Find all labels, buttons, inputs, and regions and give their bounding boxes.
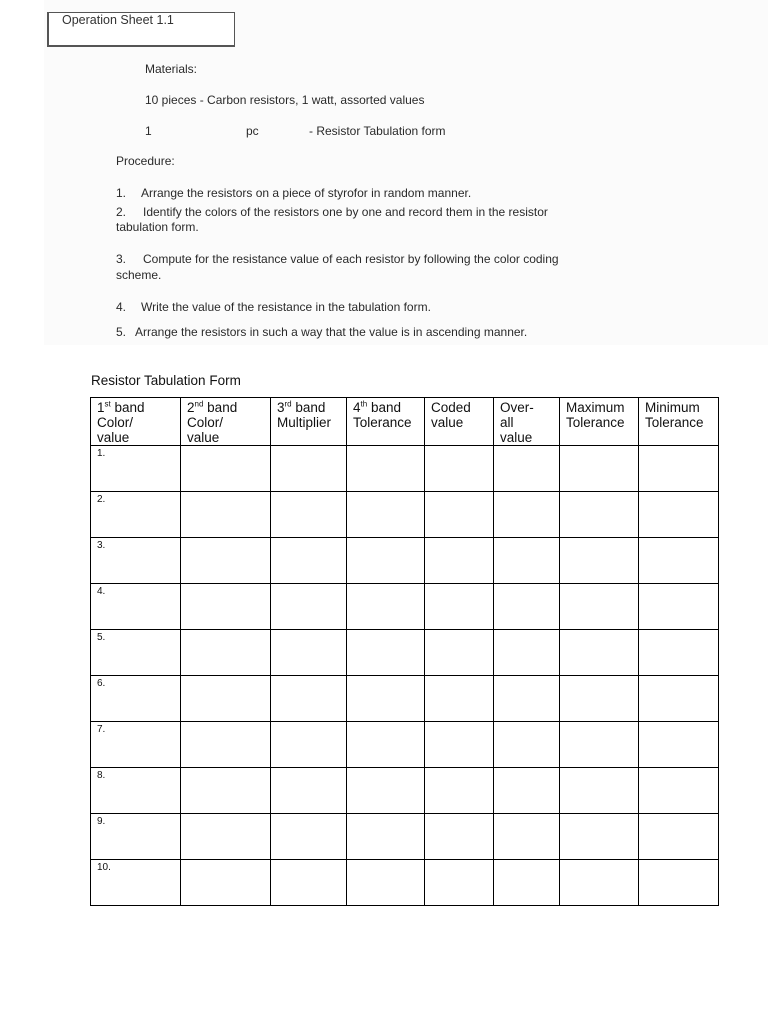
row-number: 3.: [97, 540, 106, 551]
table-cell: [347, 538, 425, 584]
materials-item-2-qty: 1: [145, 124, 152, 138]
table-cell: [560, 768, 639, 814]
step-2-cont: tabulation form.: [116, 220, 199, 234]
table-cell: [425, 446, 494, 492]
table-cell: [271, 538, 347, 584]
table-cell: [181, 768, 271, 814]
materials-item-2-unit: pc: [246, 124, 259, 138]
table-cell: [639, 446, 719, 492]
header-1st-band: 1st band Color/ value: [91, 398, 181, 446]
table-row: [91, 584, 719, 630]
step-3-num: 3.: [116, 252, 127, 266]
table-header-row: [91, 398, 719, 446]
procedure-heading: Procedure:: [116, 154, 175, 168]
row-number: 8.: [97, 770, 106, 781]
table-row: [91, 860, 719, 906]
table-cell: [271, 584, 347, 630]
table-cell: [425, 814, 494, 860]
step-2-text: Identify the colors of the resistors one by one and record them in the resistor: [143, 205, 548, 219]
table-cell: [560, 538, 639, 584]
header-3rd-band: 3rd band Multiplier: [271, 398, 347, 446]
table-cell: [181, 538, 271, 584]
table-cell: [560, 630, 639, 676]
table-cell: [347, 446, 425, 492]
row-number: 9.: [97, 816, 106, 827]
table-cell: [560, 814, 639, 860]
header-4th-band: 4th band Tolerance: [347, 398, 425, 446]
table-cell: [425, 538, 494, 584]
table-row: [91, 722, 719, 768]
table-cell: [560, 492, 639, 538]
table-cell: [639, 722, 719, 768]
table-cell: [425, 722, 494, 768]
row-number: 1.: [97, 448, 106, 459]
step-5-text: Arrange the resistors in such a way that the value is in ascending manner.: [135, 325, 528, 339]
table-cell: [425, 492, 494, 538]
table-cell: [271, 768, 347, 814]
table-row: [91, 446, 719, 492]
table-cell: [639, 814, 719, 860]
step-2-num: 2.: [116, 205, 127, 219]
table-cell: [181, 584, 271, 630]
table-cell: [494, 492, 560, 538]
table-cell: [271, 722, 347, 768]
row-number: 4.: [97, 586, 106, 597]
table-cell: [639, 768, 719, 814]
table-cell: [639, 538, 719, 584]
table-cell: [347, 676, 425, 722]
table-row: [91, 814, 719, 860]
table-cell: [639, 676, 719, 722]
table-cell: [639, 630, 719, 676]
table-cell: [560, 722, 639, 768]
table-row: [91, 676, 719, 722]
table-cell: [425, 630, 494, 676]
step-4-num: 4.: [116, 300, 127, 314]
tabulation-form-title: Resistor Tabulation Form: [91, 373, 241, 388]
table-cell: [494, 446, 560, 492]
step-5-num: 5.: [116, 325, 127, 339]
table-cell: [181, 722, 271, 768]
table-cell: [347, 722, 425, 768]
table-cell: [494, 768, 560, 814]
step-4-text: Write the value of the resistance in the tabulation form.: [141, 300, 431, 314]
table-cell: [347, 814, 425, 860]
table-cell: [181, 860, 271, 906]
header-maximum-tolerance: Maximum Tolerance: [560, 398, 639, 446]
table-cell: [494, 676, 560, 722]
table-cell: [181, 814, 271, 860]
step-1-num: 1.: [116, 186, 127, 200]
table-row: [91, 768, 719, 814]
table-cell: [639, 584, 719, 630]
operation-sheet-title: Operation Sheet 1.1: [62, 13, 174, 27]
header-2nd-band: 2nd band Color/ value: [181, 398, 271, 446]
table-cell: [271, 446, 347, 492]
table-cell: [271, 492, 347, 538]
materials-heading: Materials:: [145, 62, 198, 76]
table-cell: [271, 630, 347, 676]
table-cell: [347, 492, 425, 538]
row-number: 5.: [97, 632, 106, 643]
row-number: 10.: [97, 862, 111, 873]
materials-item-1: 10 pieces - Carbon resistors, 1 watt, assorted values: [145, 93, 425, 107]
scanned-operation-sheet: [44, 0, 768, 345]
operation-sheet-title-box: [47, 12, 235, 47]
table-cell: [560, 446, 639, 492]
table-cell: [425, 860, 494, 906]
table-cell: [181, 492, 271, 538]
table-cell: [271, 814, 347, 860]
table-cell: [494, 630, 560, 676]
table-cell: [639, 860, 719, 906]
table-row: [91, 630, 719, 676]
materials-item-2-text: - Resistor Tabulation form: [309, 124, 446, 138]
table-cell: [271, 676, 347, 722]
table-cell: [560, 860, 639, 906]
table-cell: [494, 538, 560, 584]
header-coded-value: Coded value: [425, 398, 494, 446]
table-cell: [181, 676, 271, 722]
table-row: [91, 492, 719, 538]
table-cell: [560, 676, 639, 722]
table-cell: [425, 768, 494, 814]
table-cell: [347, 768, 425, 814]
table-cell: [271, 860, 347, 906]
header-overall-value: Over- all value: [494, 398, 560, 446]
step-1-text: Arrange the resistors on a piece of styrofor in random manner.: [141, 186, 472, 200]
table-cell: [181, 630, 271, 676]
table-cell: [425, 584, 494, 630]
resistor-tabulation-table: [90, 397, 719, 906]
row-number: 6.: [97, 678, 106, 689]
table-cell: [347, 860, 425, 906]
header-minimum-tolerance: Minimum Tolerance: [639, 398, 719, 446]
table-cell: [560, 584, 639, 630]
table-cell: [494, 860, 560, 906]
table-cell: [181, 446, 271, 492]
step-3-text: Compute for the resistance value of each resistor by following the color coding: [143, 252, 559, 266]
step-3-cont: scheme.: [116, 268, 162, 282]
table-cell: [347, 630, 425, 676]
table-cell: [494, 722, 560, 768]
row-number: 7.: [97, 724, 106, 735]
table-cell: [494, 584, 560, 630]
table-cell: [494, 814, 560, 860]
table-cell: [639, 492, 719, 538]
table-row: [91, 538, 719, 584]
row-number: 2.: [97, 494, 106, 505]
table-cell: [425, 676, 494, 722]
table-cell: [347, 584, 425, 630]
